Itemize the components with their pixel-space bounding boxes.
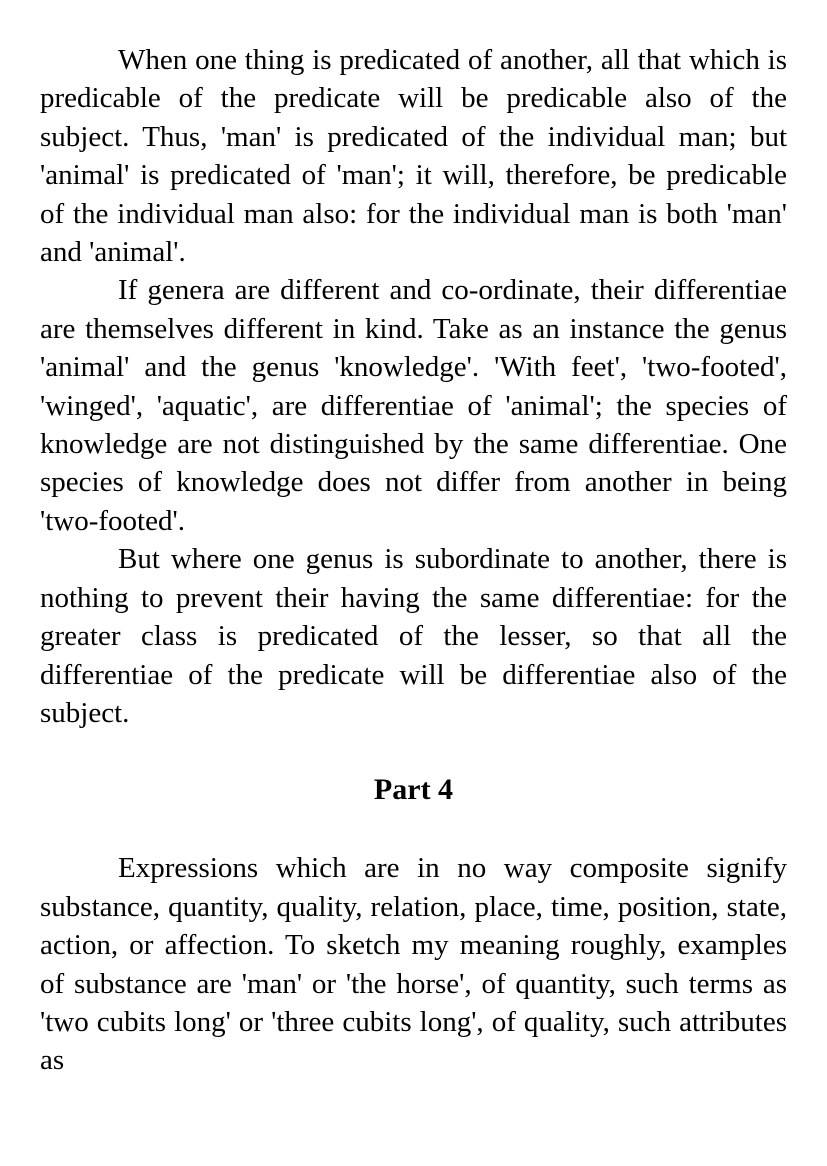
section-heading: Part 4 [373, 773, 454, 807]
paragraph-predication: When one thing is predicated of another, all that which is predicable of the predicate will be predicable also of the subject. Thus, 'man' is predicated of the individual man; but 'animal' is predicated of 'man'; it will, therefore, be predicable of the individual man also: for the individual man is both 'man' and 'animal'. [40, 44, 787, 269]
document-page [40, 41, 787, 1080]
paragraph-expressions: Expressions which are in no way composite signify substance, quantity, quality, relation, place, time, position, state, action, or affection. To sketch my meaning roughly, examples of substance are 'man' or 'the horse', of quantity, such terms as 'two cubits long' or 'three cubits long', of quality, such attributes as [40, 852, 787, 1077]
paragraph-coordinate-genera: If genera are different and co-ordinate, their differentiae are themselves different in kind. Take as an instance the genus 'animal' and the genus 'knowledge'. 'With feet', 'two-footed', 'winged', 'aquatic', are differentiae of 'animal'; the species of knowledge are not distinguished by the same differentiae. One species of knowledge does not differ from another in being 'two-footed'. [40, 274, 787, 537]
paragraph-subordinate-genus: But where one genus is subordinate to another, there is nothing to prevent their having the same differentiae: for the greater class is predicated of the lesser, so that all the differentiae of the predicate will be differentiae also of the subject. [40, 543, 787, 729]
